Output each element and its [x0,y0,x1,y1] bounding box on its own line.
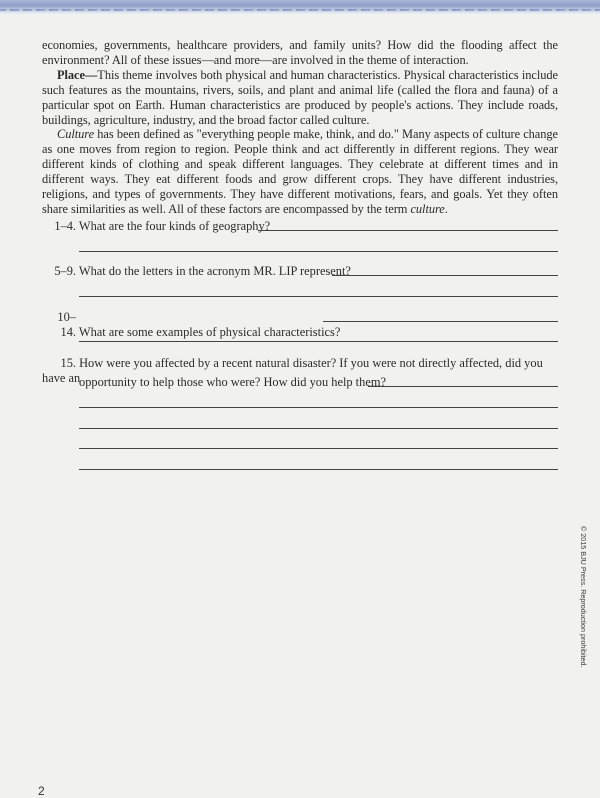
answer-line[interactable] [79,251,558,252]
question-number: 1–4. [54,219,76,233]
question-text-line1: How were you affected by a recent natural disaster? If you were not directly affected, did you have an [42,356,543,385]
question-1-4 [42,219,558,234]
answer-line[interactable] [79,469,558,470]
body-text [42,38,558,217]
top-decorative-band [0,0,600,14]
question-15-line2 [79,375,558,390]
question-number: 15. [60,356,76,370]
answer-line[interactable] [79,296,558,297]
paragraph-culture [42,127,558,216]
answer-line[interactable] [79,407,558,408]
answer-line[interactable] [79,341,558,342]
question-text: What are the four kinds of geography? [78,219,271,233]
copyright-notice: © 2015 BJU Press. Reproduction prohibited. [579,526,588,668]
question-number: 5–9. [54,264,76,278]
culture-text: has been defined as "everything people make, think, and do." Many aspects of culture change as one moves from region to region. People think and act differently in different regions. They wear different kinds of clothing and speak different languages. They celebrate at different times and in different ways. They eat different foods and grow different crops. They have different industries, religions, and types of governments. They have different motivations, fears, and goals. Yet they often share similarities as well. All of these factors are encompassed by the term [42,127,558,216]
answer-line[interactable] [368,386,558,387]
answer-line[interactable] [79,448,558,449]
answer-line[interactable] [258,230,558,231]
culture-term: culture [410,201,445,216]
place-text: This theme involves both physical and human characteristics. Physical characteristics include such features as the mountains, rivers, soils, and plant and animal life (called the flora and fauna) of a particular spot on Earth. Human characteristics are produced by people's actions. They include roads, buildings, agriculture, industry, and the broad factor called culture. [42,67,558,127]
culture-period: . [444,201,448,216]
answer-line[interactable] [332,275,558,276]
answer-line[interactable] [79,428,558,429]
question-10-14 [42,310,558,340]
page-number: 2 [38,784,45,798]
question-text-line2: opportunity to help those who were? How did you help them? [79,375,386,389]
question-5-9 [42,264,558,279]
paragraph-interaction: economies, governments, healthcare providers, and family units? How did the flooding affect the environment? All of these issues—and more—are involved in the theme of interaction. [42,38,558,67]
question-text: What do the letters in the acronym MR. LIP represent? [78,264,351,278]
place-heading: Place— [57,67,98,82]
culture-lead: Culture [57,127,95,142]
question-number: 10–14. [57,310,76,339]
paragraph-place [42,68,558,128]
answer-line[interactable] [323,321,558,322]
question-text: What are some examples of physical characteristics? [78,325,341,339]
